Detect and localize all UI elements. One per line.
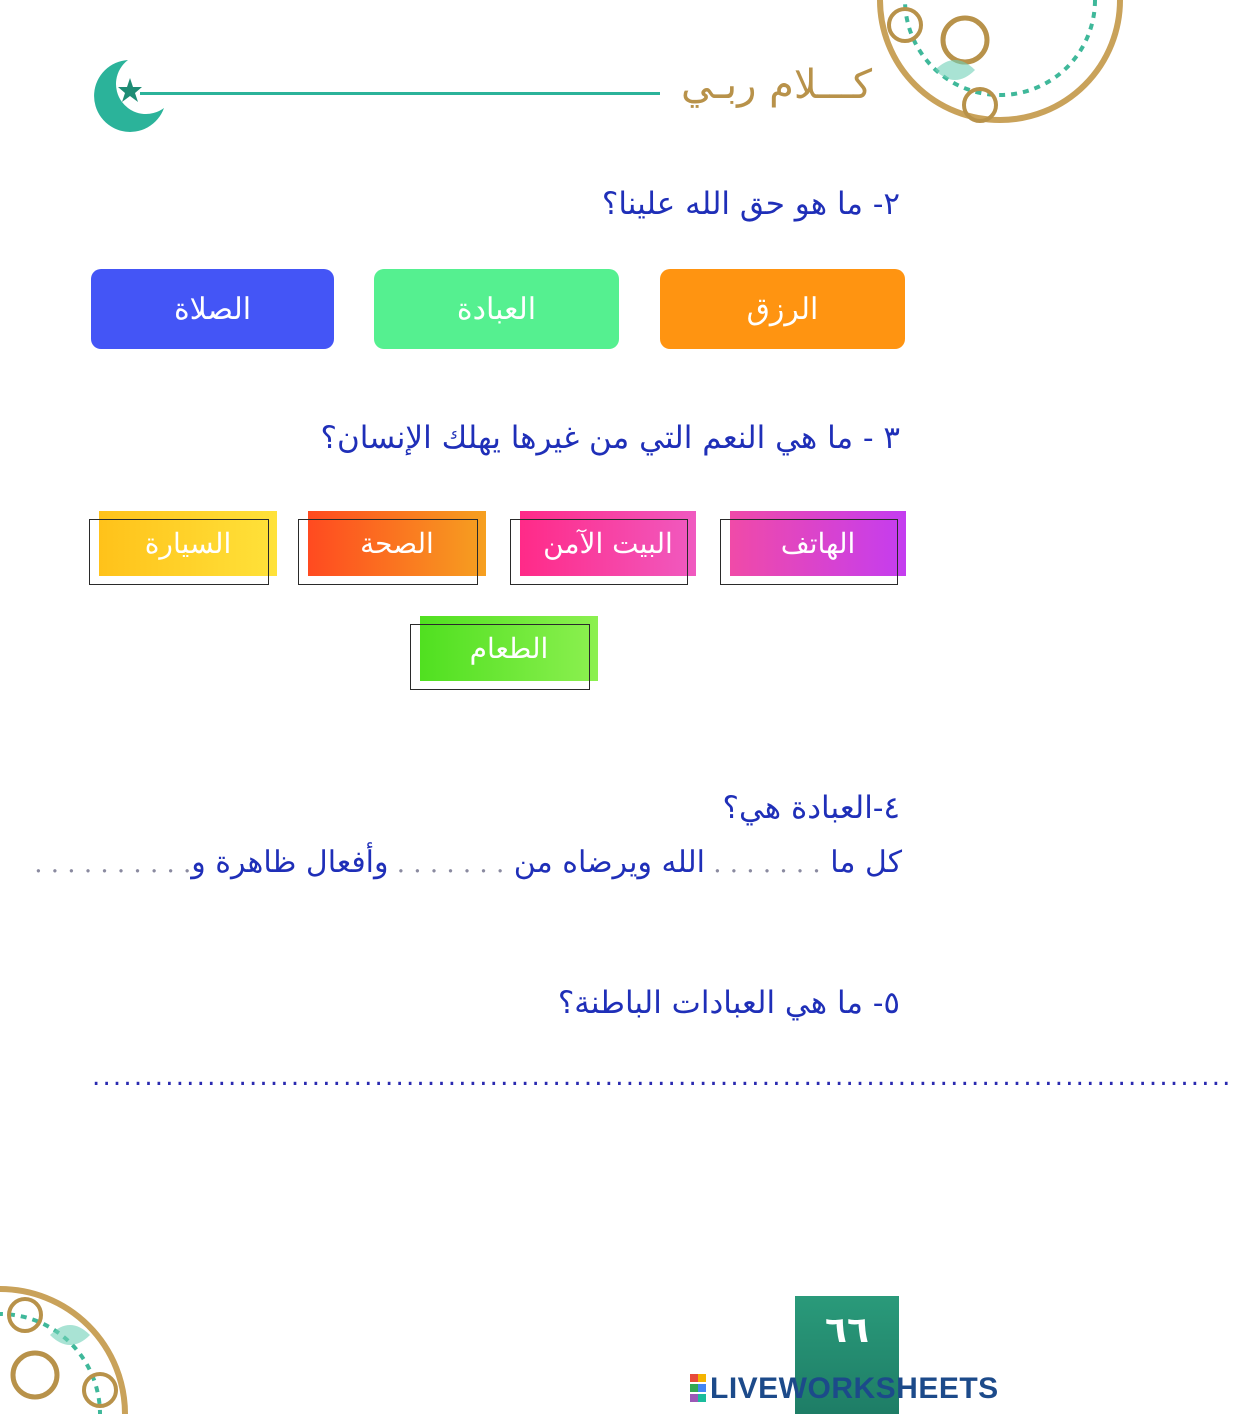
sentence-part-3: وأفعال ظاهرة و [191,845,389,880]
option-ibada-button[interactable] [374,269,619,349]
option-label: الصحة [360,527,434,560]
question-3: ٣ - ما هي النعم التي من غيرها يهلك الإنسان؟ [320,420,900,456]
question-2: ٢- ما هو حق الله علينا؟ [601,186,900,222]
option-fill [520,511,696,576]
option-label: العبادة [456,291,537,327]
page-title: كـــلام ربـي [680,62,872,108]
option-car-card[interactable] [89,511,277,586]
brand-name: LIVEWORKSHEETS [710,1372,999,1405]
option-health-card[interactable] [298,511,486,586]
blank-2-input[interactable]: . . . . . . . [388,849,505,879]
option-label: الرزق [746,291,819,327]
blank-3-input[interactable]: . . . . . . . . . . [34,849,192,879]
page-number-text: ٦٦ [825,1310,869,1351]
logo-badge-icon [690,1374,706,1404]
sentence-part-1: كل ما [830,845,902,880]
crescent-star-icon [88,56,168,136]
question-4: ٤-العبادة هي؟ [722,790,900,826]
blank-1-input[interactable]: . . . . . . . [704,849,821,879]
option-food-card[interactable] [410,616,598,691]
option-label: البيت الآمن [543,527,673,560]
option-label: السيارة [144,527,232,560]
option-phone-card[interactable] [720,511,906,586]
corner-ornament-bottom-left [0,1275,140,1414]
answer-5-input[interactable]: ............................................................................................................. [92,1062,1233,1092]
option-fill [730,511,906,576]
option-label: الطعام [469,632,549,665]
option-fill [308,511,486,576]
corner-ornament-top-right [865,0,1000,135]
option-salat-button[interactable] [91,269,334,349]
option-safe-home-card[interactable] [510,511,696,586]
option-fill [420,616,598,681]
header-divider [140,92,660,95]
option-label: الهاتف [780,527,856,560]
question-5: ٥- ما هي العبادات الباطنة؟ [557,985,900,1021]
fill-in-sentence [34,845,902,880]
option-label: الصلاة [173,291,252,327]
liveworksheets-logo [690,1372,999,1406]
option-rizq-button[interactable] [660,269,905,349]
option-fill [99,511,277,576]
sentence-part-2: الله ويرضاه من [513,845,705,880]
